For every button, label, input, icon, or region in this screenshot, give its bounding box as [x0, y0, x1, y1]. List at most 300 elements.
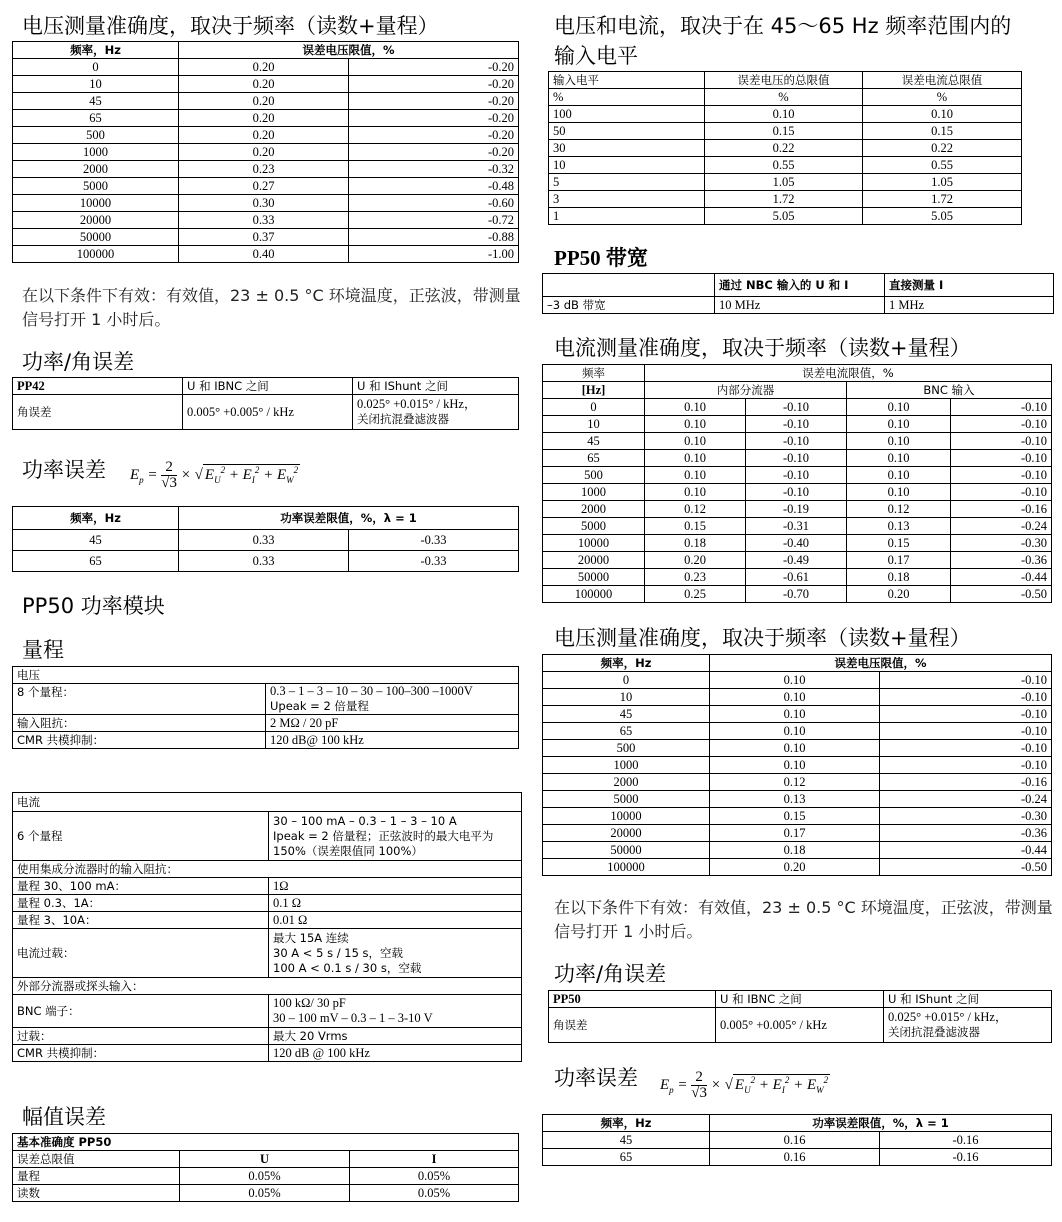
table-row-cell: -0.36 [880, 825, 1052, 842]
cf-h-freq: 频率 [543, 365, 645, 382]
table-row-cell: 0.16 [710, 1149, 880, 1166]
bw-empty [543, 274, 715, 297]
table-row-cell: -0.19 [746, 501, 847, 518]
table-row [549, 157, 1022, 174]
amp-row-i: 0.05% [350, 1168, 519, 1185]
table-row-cell: 0.20 [179, 93, 349, 110]
left-power-formula: $E_p$ = $\frac{2}{√3}$ × √ $E_U^2 + E_I^2 + E_W^2$ [130, 459, 299, 491]
table-row-cell: 0.10 [710, 757, 880, 774]
amplitude-title: 幅值误差 [22, 1105, 106, 1129]
angle-row-label: 角误差 [13, 395, 183, 430]
table-row-cell: 1.05 [863, 174, 1022, 191]
bw-direct-value: 1 MHz [885, 297, 1054, 314]
table-row-cell: -0.20 [349, 144, 519, 161]
table-row [543, 740, 1052, 757]
table-row-cell: 0.15 [710, 808, 880, 825]
table-row [13, 195, 519, 212]
table-row [543, 518, 1052, 535]
table-row [543, 774, 1052, 791]
table-row-cell: -0.44 [951, 569, 1052, 586]
table-row-cell: 0.10 [710, 740, 880, 757]
angle-h-bnc: U 和 IBNC 之间 [716, 991, 884, 1008]
table-row-cell: 0.12 [645, 501, 746, 518]
col-header-limit: 误差电压限值，% [179, 42, 519, 59]
amp-h-u: U [180, 1151, 350, 1168]
table-row [543, 552, 1052, 569]
table-row-cell: 1 [549, 208, 705, 225]
table-row-cell: 45 [543, 433, 645, 450]
table-row [549, 174, 1022, 191]
table-row-cell: 0.18 [847, 569, 951, 586]
table-row-cell: 0.20 [645, 552, 746, 569]
cf-h-bnc: BNC 输入 [847, 382, 1052, 399]
table-row [549, 123, 1022, 140]
cf-h-internal: 内部分流器 [645, 382, 847, 399]
voltage-range-table [12, 666, 519, 749]
table-row-cell: 0.13 [847, 518, 951, 535]
table-row-cell: 0.22 [863, 140, 1022, 157]
table-row-cell: 500 [543, 740, 710, 757]
current-ranges-label: 6 个量程 [13, 812, 269, 861]
table-row-cell: 0.18 [710, 842, 880, 859]
table-row-cell: 10 [543, 416, 645, 433]
table-row-cell: -0.16 [951, 501, 1052, 518]
table-row-cell: -0.33 [349, 530, 519, 551]
table-row-cell: 50000 [13, 229, 179, 246]
table-row-cell: -0.31 [746, 518, 847, 535]
table-row-cell: 5000 [543, 518, 645, 535]
left-power-table [12, 506, 519, 572]
amp-header: 基本准确度 PP50 [13, 1134, 519, 1151]
table-row-cell: -0.24 [880, 791, 1052, 808]
cf-h-unit: [Hz] [543, 382, 645, 399]
voltage-ranges-value: 0.3 – 1 – 3 – 10 – 30 – 100–300 –1000V [270, 684, 473, 698]
table-row-cell: 0.25 [645, 586, 746, 603]
table-row-cell: 65 [543, 450, 645, 467]
right-power-title: 功率误差 [554, 1066, 638, 1090]
table-row-cell: -0.20 [349, 110, 519, 127]
current-cmr-label: CMR 共模抑制： [13, 1045, 269, 1062]
angle-bnc-value: 0.005° +0.005° / kHz [716, 1008, 884, 1043]
table-row-cell: 0.10 [863, 106, 1022, 123]
angle-h-shunt: U 和 IShunt 之间 [353, 378, 519, 395]
table-row-cell: 0.40 [179, 246, 349, 263]
table-row-cell: 20000 [543, 552, 645, 569]
table-row-cell: 2000 [543, 501, 645, 518]
angle-model: PP50 [549, 991, 716, 1008]
table-row-cell: 0.20 [179, 110, 349, 127]
table-row-cell: -0.20 [349, 76, 519, 93]
table-row-cell: 0.10 [710, 689, 880, 706]
table-row-cell: 100000 [13, 246, 179, 263]
voltage-impedance-value: 2 MΩ / 20 pF [266, 715, 519, 732]
table-row-cell: -0.30 [880, 808, 1052, 825]
vi-unit-i: % [863, 89, 1022, 106]
table-row-cell: 0.55 [705, 157, 863, 174]
table-row-cell: 0.20 [179, 127, 349, 144]
table-row [543, 1132, 1052, 1149]
table-row [549, 140, 1022, 157]
angle-h-bnc: U 和 IBNC 之间 [183, 378, 353, 395]
table-row-cell: 2000 [543, 774, 710, 791]
table-row-cell: 0.10 [645, 433, 746, 450]
table-row [549, 106, 1022, 123]
table-row [13, 530, 519, 551]
table-row-cell: 10000 [13, 195, 179, 212]
shunt-row-label: 量程 0.3、1A： [13, 895, 269, 912]
table-row-cell: 10 [543, 689, 710, 706]
angle-bnc-value: 0.005° +0.005° / kHz [183, 395, 353, 430]
table-row-cell: -0.10 [880, 740, 1052, 757]
table-row-cell: -0.10 [746, 399, 847, 416]
voltage-upeak: Upeak = 2 倍量程 [270, 699, 369, 713]
left-voltage-freq-table [12, 41, 519, 263]
table-row [543, 842, 1052, 859]
table-row-cell: 5.05 [863, 208, 1022, 225]
table-row-cell: 0.12 [710, 774, 880, 791]
table-row-cell: -0.10 [746, 416, 847, 433]
table-row-cell: -0.10 [746, 484, 847, 501]
table-row-cell: 0.15 [645, 518, 746, 535]
right-power-table [542, 1114, 1052, 1166]
pp50-module-title [22, 592, 165, 620]
table-row-cell: -0.10 [951, 484, 1052, 501]
amp-row-u: 0.05% [180, 1185, 350, 1202]
table-row-cell: 0.10 [847, 416, 951, 433]
table-row-cell: 1000 [543, 484, 645, 501]
bw-nbc-value: 10 MHz [715, 297, 885, 314]
table-row-cell: 500 [13, 127, 179, 144]
table-row-cell: 5000 [543, 791, 710, 808]
table-row-cell: -0.10 [880, 757, 1052, 774]
table-row [13, 144, 519, 161]
right-vi-title-line1: 电压和电流，取决于在 45～65 Hz 频率范围内的 [554, 14, 1012, 38]
table-row [549, 191, 1022, 208]
vi-unit-level: % [549, 89, 705, 106]
current-ranges-value: 30 – 100 mA – 0.3 – 1 – 3 – 10 A [273, 813, 457, 828]
table-row-cell: 0.10 [847, 484, 951, 501]
table-row-cell: -0.60 [349, 195, 519, 212]
table-row [543, 433, 1052, 450]
table-row-cell: -0.20 [349, 93, 519, 110]
table-row-cell: 0 [543, 399, 645, 416]
left-angle-title: 功率/角误差 [22, 350, 135, 374]
table-row-cell: 45 [13, 93, 179, 110]
col-header-freq: 频率，Hz [543, 655, 710, 672]
table-row-cell: -0.10 [951, 450, 1052, 467]
table-row-cell: 0.10 [847, 399, 951, 416]
table-row-cell: 0.33 [179, 212, 349, 229]
table-row [543, 791, 1052, 808]
amp-row-i: 0.05% [350, 1185, 519, 1202]
table-row-cell: 0 [543, 672, 710, 689]
table-row-cell: 2000 [13, 161, 179, 178]
table-row [13, 229, 519, 246]
table-row-cell: -0.10 [951, 433, 1052, 450]
table-row [543, 825, 1052, 842]
col-header-limit: 功率误差限值，%，λ = 1 [179, 507, 519, 530]
right-current-freq-title: 电流测量准确度，取决于频率（读数+量程） [554, 336, 971, 360]
table-row-cell: -0.20 [349, 127, 519, 144]
angle-shunt-note: 关闭抗混叠滤波器 [357, 412, 449, 426]
shunt-row-label: 量程 3、10A： [13, 912, 269, 929]
table-row-cell: 1.72 [705, 191, 863, 208]
table-row [543, 859, 1052, 876]
voltage-cmr-value: 120 dB@ 100 kHz [266, 732, 519, 749]
table-row-cell: 100000 [543, 859, 710, 876]
table-row-cell: 0.55 [863, 157, 1022, 174]
right-angle-table [548, 990, 1052, 1043]
table-row [543, 757, 1052, 774]
table-row-cell: -0.61 [746, 569, 847, 586]
table-row [543, 672, 1052, 689]
table-row [543, 706, 1052, 723]
table-row-cell: -0.30 [951, 535, 1052, 552]
table-row-cell: -0.72 [349, 212, 519, 229]
amp-h-label: 误差总限值 [13, 1151, 180, 1168]
voltage-header: 电压 [13, 667, 519, 684]
right-vi-table [548, 71, 1022, 225]
angle-model: PP42 [13, 378, 183, 395]
table-row-cell: 0.10 [705, 106, 863, 123]
table-row-cell: 0.10 [645, 416, 746, 433]
table-row-cell: 0.10 [645, 399, 746, 416]
table-row-cell: 0.20 [710, 859, 880, 876]
table-row-cell: 50 [549, 123, 705, 140]
right-validity-note: 在以下条件下有效：有效值，23 ± 0.5 °C 环境温度，正弦波，带测量信号打开 1 小时后。 [554, 898, 1053, 941]
table-row-cell: 10 [549, 157, 705, 174]
table-row [13, 161, 519, 178]
vi-h-u: 误差电压的总限值 [705, 72, 863, 89]
cf-h-limit: 误差电流限值，% [645, 365, 1052, 382]
table-row [543, 450, 1052, 467]
table-row-cell: 0.22 [705, 140, 863, 157]
voltage-impedance-label: 输入阻抗： [13, 715, 266, 732]
table-row [543, 399, 1052, 416]
angle-shunt-value: 0.025° +0.015° / kHz， [357, 397, 477, 411]
current-range-table [12, 792, 522, 1062]
table-row-cell: -0.16 [880, 774, 1052, 791]
table-row-cell: -0.40 [746, 535, 847, 552]
table-row-cell: 0.13 [710, 791, 880, 808]
amp-row-label: 读数 [13, 1185, 180, 1202]
current-cmr-value: 120 dB @ 100 kHz [269, 1045, 522, 1062]
table-row-cell: 1000 [13, 144, 179, 161]
table-row-cell: -0.32 [349, 161, 519, 178]
table-row-cell: -0.10 [746, 450, 847, 467]
table-row-cell: 0.18 [645, 535, 746, 552]
vi-h-i: 误差电流总限值 [863, 72, 1022, 89]
table-row-cell: 0.16 [710, 1132, 880, 1149]
overload-label: 过载： [13, 1028, 269, 1045]
table-row-cell: -0.10 [880, 706, 1052, 723]
table-row-cell: 0.10 [847, 450, 951, 467]
table-row-cell: 5000 [13, 178, 179, 195]
left-angle-table [12, 377, 519, 430]
table-row-cell: -0.24 [951, 518, 1052, 535]
table-row-cell: 1000 [543, 757, 710, 774]
table-row [543, 808, 1052, 825]
table-row-cell: -1.00 [349, 246, 519, 263]
table-row-cell: 0.33 [179, 551, 349, 572]
table-row-cell: 0.10 [645, 450, 746, 467]
bandwidth-title-text: PP50 带宽 [554, 246, 648, 270]
left-validity-note: 在以下条件下有效：有效值，23 ± 0.5 °C 环境温度，正弦波，带测量信号打开 1 小时后。 [22, 286, 521, 329]
vi-h-level: 输入电平 [549, 72, 705, 89]
overload-value: 最大 20 Vrms [269, 1028, 522, 1045]
right-voltage-freq-title: 电压测量准确度，取决于频率（读数+量程） [554, 626, 971, 650]
amp-h-i: I [350, 1151, 519, 1168]
table-row-cell: 10000 [543, 808, 710, 825]
current-ipeak: Ipeak = 2 倍量程；正弦波时的最大电平为 [273, 828, 494, 843]
table-row-cell: -0.33 [349, 551, 519, 572]
angle-shunt-note: 关闭抗混叠滤波器 [888, 1025, 980, 1039]
table-row-cell: 10000 [543, 535, 645, 552]
table-row [13, 76, 519, 93]
table-row-cell: -0.10 [951, 416, 1052, 433]
table-row-cell: 1.05 [705, 174, 863, 191]
table-row-cell: 0.10 [710, 672, 880, 689]
table-row-cell: -0.10 [880, 689, 1052, 706]
table-row-cell: 0.17 [847, 552, 951, 569]
table-row-cell: 65 [13, 110, 179, 127]
table-row-cell: 0.23 [179, 161, 349, 178]
table-row-cell: 100 [549, 106, 705, 123]
right-power-formula: $E_p$ = $\frac{2}{√3}$ × √ $E_U^2 + E_I^2 + E_W^2$ [660, 1069, 829, 1101]
amp-row-label: 量程 [13, 1168, 180, 1185]
bw-label: –3 dB 带宽 [543, 297, 715, 314]
table-row-cell: 45 [13, 530, 179, 551]
shunt-row-value: 1Ω [269, 878, 522, 895]
table-row-cell: -0.48 [349, 178, 519, 195]
table-row [543, 535, 1052, 552]
table-row-cell: 1.72 [863, 191, 1022, 208]
table-row-cell: 20000 [543, 825, 710, 842]
table-row-cell: 0.10 [847, 467, 951, 484]
right-current-freq-table [542, 364, 1052, 603]
table-row-cell: 0.10 [645, 467, 746, 484]
table-row-cell: 0.27 [179, 178, 349, 195]
table-row-cell: 0.10 [710, 723, 880, 740]
table-row-cell: 0.37 [179, 229, 349, 246]
right-voltage-freq-table [542, 654, 1052, 876]
voltage-cmr-label: CMR 共模抑制： [13, 732, 266, 749]
table-row-cell: 65 [543, 1149, 710, 1166]
table-row-cell: 0.20 [847, 586, 951, 603]
col-header-limit: 误差电压限值，% [710, 655, 1052, 672]
table-row-cell: 100000 [543, 586, 645, 603]
table-row-cell: 50000 [543, 842, 710, 859]
bw-h-direct: 直接测量 I [885, 274, 1054, 297]
table-row-cell: 0.30 [179, 195, 349, 212]
table-row [13, 93, 519, 110]
vi-unit-u: % [705, 89, 863, 106]
table-row-cell: -0.70 [746, 586, 847, 603]
table-row-cell: -0.50 [880, 859, 1052, 876]
table-row-cell: -0.10 [880, 672, 1052, 689]
table-row-cell: 45 [543, 706, 710, 723]
table-row [543, 484, 1052, 501]
bandwidth-table [542, 273, 1054, 314]
table-row [543, 467, 1052, 484]
right-angle-title: 功率/角误差 [554, 962, 667, 986]
table-row [543, 501, 1052, 518]
bw-h-nbc: 通过 NBC 输入的 U 和 I [715, 274, 885, 297]
table-row-cell: -0.50 [951, 586, 1052, 603]
table-row-cell: -0.10 [746, 433, 847, 450]
bnc-impedance: 100 kΩ/ 30 pF [273, 996, 346, 1010]
voltage-ranges-label: 8 个量程： [13, 684, 266, 715]
angle-h-shunt: U 和 IShunt 之间 [884, 991, 1052, 1008]
table-row-cell: 50000 [543, 569, 645, 586]
table-row-cell: 0.20 [179, 76, 349, 93]
table-row-cell: 0.20 [179, 59, 349, 76]
table-row [13, 246, 519, 263]
amp-row-u: 0.05% [180, 1168, 350, 1185]
table-row-cell: -0.36 [951, 552, 1052, 569]
table-row-cell: 0.15 [705, 123, 863, 140]
overload-100a: 100 A < 0.1 s / 30 s，空载 [273, 960, 422, 975]
table-row [543, 569, 1052, 586]
table-row [13, 59, 519, 76]
bandwidth-title [554, 244, 648, 272]
table-row-cell: 0.23 [645, 569, 746, 586]
shunt-row-label: 量程 30、100 mA： [13, 878, 269, 895]
table-row-cell: 0.17 [710, 825, 880, 842]
table-row-cell: -0.16 [880, 1149, 1052, 1166]
table-row-cell: -0.16 [880, 1132, 1052, 1149]
table-row [13, 127, 519, 144]
amplitude-table [12, 1133, 519, 1202]
shunt-impedance-header: 使用集成分流器时的输入阻抗： [13, 861, 522, 878]
table-row-cell: 0.33 [179, 530, 349, 551]
overload-continuous: 最大 15A 连续 [273, 930, 349, 945]
angle-row-label: 角误差 [549, 1008, 716, 1043]
left-power-title: 功率误差 [22, 458, 106, 482]
overload-30a: 30 A < 5 s / 15 s，空载 [273, 945, 404, 960]
table-row-cell: -0.10 [951, 467, 1052, 484]
table-row-cell: 20000 [13, 212, 179, 229]
table-row-cell: 0.10 [710, 706, 880, 723]
table-row [543, 416, 1052, 433]
table-row [13, 110, 519, 127]
external-shunt-header: 外部分流器或探头输入： [13, 978, 522, 995]
range-title: 量程 [22, 638, 64, 662]
table-row-cell: 0.10 [847, 433, 951, 450]
table-row-cell: 45 [543, 1132, 710, 1149]
col-header-limit: 功率误差限值，%，λ = 1 [710, 1115, 1052, 1132]
table-row-cell: 65 [13, 551, 179, 572]
table-row [549, 208, 1022, 225]
shunt-row-value: 0.1 Ω [269, 895, 522, 912]
table-row-cell: -0.10 [951, 399, 1052, 416]
table-row [13, 212, 519, 229]
table-row-cell: -0.10 [880, 723, 1052, 740]
table-row-cell: 0.12 [847, 501, 951, 518]
left-voltage-freq-title: 电压测量准确度，取决于频率（读数+量程） [22, 14, 439, 38]
col-header-freq: 频率，Hz [13, 42, 179, 59]
table-row-cell: 3 [549, 191, 705, 208]
col-header-freq: 频率，Hz [13, 507, 179, 530]
table-row [13, 551, 519, 572]
current-overload-label: 电流过载： [13, 929, 269, 978]
table-row-cell: 10 [13, 76, 179, 93]
bnc-terminal-label: BNC 端子： [13, 995, 269, 1028]
table-row-cell: -0.88 [349, 229, 519, 246]
table-row-cell: 0.10 [645, 484, 746, 501]
current-header: 电流 [13, 793, 522, 812]
shunt-row-value: 0.01 Ω [269, 912, 522, 929]
